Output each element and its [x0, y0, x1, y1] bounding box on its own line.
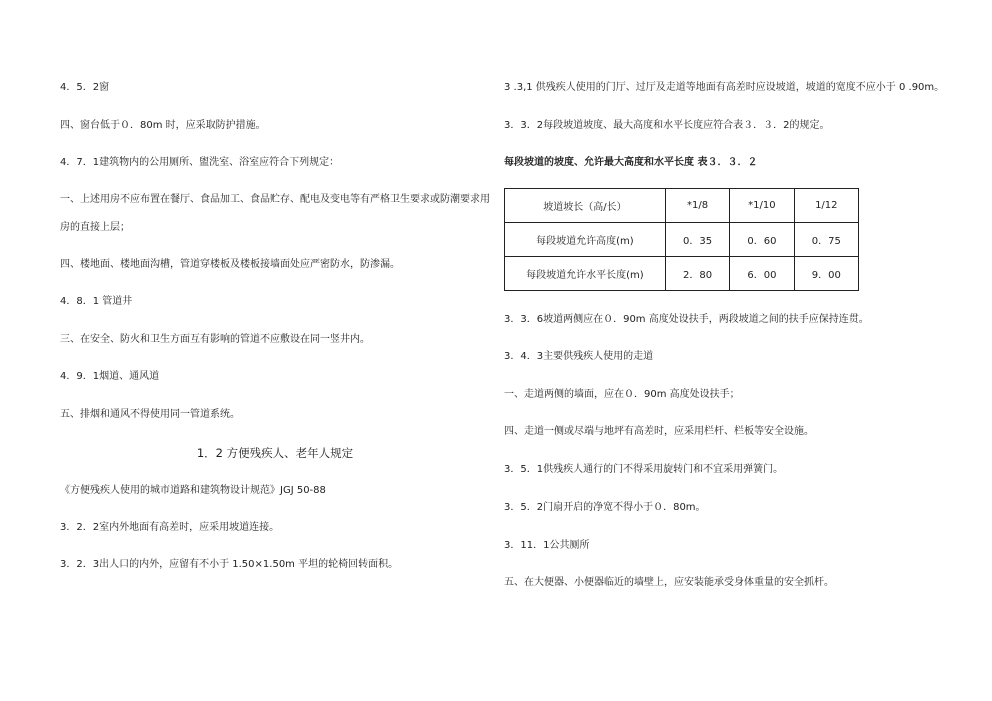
- table-cell: 每段坡道允许水平长度(m): [505, 257, 666, 291]
- table-cell: 0．35: [665, 223, 729, 257]
- table-cell: *1/8: [665, 189, 729, 223]
- table-cell: 0．60: [730, 223, 794, 257]
- table-cell: *1/10: [730, 189, 794, 223]
- table-caption: 每段坡道的坡度、允许最大高度和水平长度 表３．３．２: [504, 157, 758, 168]
- table-cell: 2．80: [665, 257, 729, 291]
- clause-3-5-1: 3．5．1供残疾人通行的门不得采用旋转门和不宜采用弹簧门。: [504, 464, 784, 475]
- table-cell: 坡道坡长（高/长）: [505, 189, 666, 223]
- clause-3-3-6: 3．3．6坡道两侧应在０．90m 高度处设扶手，两段坡道之间的扶手应保持连贯。: [504, 314, 869, 325]
- clause-corridor-handrail: 一、走道两侧的墙面，应在０．90m 高度处设扶手；: [504, 389, 740, 400]
- clause-grab-bar: 五、在大便器、小便器临近的墙壁上，应安装能承受身体重量的安全抓杆。: [504, 577, 834, 588]
- clause-corridor-railing: 四、走道一侧或尽端与地坪有高差时，应采用栏杆、栏板等安全设施。: [504, 426, 814, 437]
- section-title: 1．2 方便残疾人、老年人规定: [196, 446, 354, 460]
- table-cell: 每段坡道允许高度(m): [505, 223, 666, 257]
- clause-3-11-1: 3．11．1公共厕所: [504, 540, 590, 551]
- clause-waterproof: 四、楼地面、楼地面沟槽，管道穿楼板及楼板接墙面处应严密防水，防渗漏。: [60, 259, 400, 270]
- clause-smoke-vent: 五、排烟和通风不得使用同一管道系统。: [60, 409, 240, 420]
- table-cell: 9．00: [794, 257, 858, 291]
- table-cell: 0．75: [794, 223, 858, 257]
- clause-4-8-1: 4．8．1 管道井: [60, 296, 133, 307]
- clause-4-7-1: 4．7．1建筑物内的公用厕所、盥洗室、浴室应符合下列规定：: [60, 157, 340, 168]
- clause-3-3-2: 3．3．2每段坡道坡度、最大高度和水平长度应符合表３．３．2的规定。: [504, 120, 830, 131]
- table-row: [505, 223, 859, 257]
- clause-3-2-2: 3．2．2室内外地面有高差时，应采用坡道连接。: [60, 522, 280, 533]
- ramp-table: [504, 188, 859, 291]
- clause-3-3-1: 3 .3,1 供残疾人使用的门厅、过厅及走道等地面有高差时应设坡道，坡道的宽度不应小于 0 .90m。: [504, 82, 945, 93]
- clause-3-2-3: 3．2．3出人口的内外，应留有不小于 1.50×1.50m 平坦的轮椅回转面积。: [60, 559, 399, 570]
- table-row: [505, 257, 859, 291]
- clause-4-5-2: 4．5．2窗: [60, 82, 110, 93]
- clause-3-5-2: 3．5．2门扇开启的净宽不得小于０．80m。: [504, 502, 706, 513]
- clause-shaft-pipes: 三、在安全、防火和卫生方面互有影响的管道不应敷设在同一竖井内。: [60, 334, 370, 345]
- clause-room-placement: 一、上述用房不应布置在餐厅、食品加工、食品贮存、配电及变电等有严格卫生要求或防潮要求用房的直接上层；: [60, 194, 490, 233]
- clause-3-4-3: 3．4．3主要供残疾人使用的走道: [504, 351, 654, 362]
- table-cell: 1/12: [794, 189, 858, 223]
- table-cell: 6．00: [730, 257, 794, 291]
- table-row: [505, 189, 859, 223]
- standard-reference: 《方便残疾人使用的城市道路和建筑物设计规范》JGJ 50-88: [60, 485, 326, 496]
- clause-4-9-1: 4．9．1烟道、通风道: [60, 371, 160, 382]
- clause-window-sill: 四、窗台低于０．80m 时，应采取防护措施。: [60, 120, 266, 131]
